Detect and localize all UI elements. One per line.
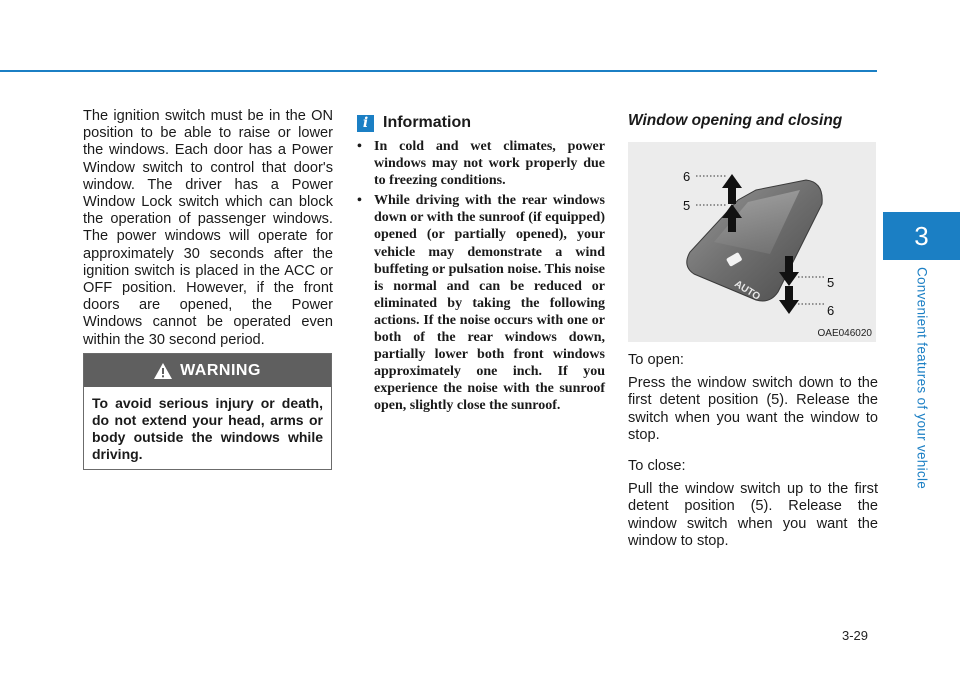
callout-5-up: 5 [683, 198, 691, 213]
page-number: 3-29 [842, 628, 869, 643]
information-icon: i [357, 115, 374, 132]
information-header [357, 114, 605, 132]
information-list [357, 138, 605, 415]
switch-auto-label: AUTO [732, 278, 762, 303]
column-middle [357, 114, 605, 418]
close-heading: To close: [628, 458, 686, 475]
warning-triangle-icon [154, 363, 172, 379]
information-item: • In cold and wet climates, power windows may not work properly due to freezing conditions. [357, 138, 605, 189]
warning-label: WARNING [180, 361, 261, 379]
open-heading: To open: [628, 352, 684, 368]
chapter-number: 3 [914, 220, 929, 251]
window-switch-figure [628, 142, 876, 342]
callout-6-down: 6 [827, 303, 835, 318]
section-title: Window opening and closing [628, 112, 843, 129]
information-item: • While driving with the rear windows down or with the sunroof (if equipped) opened (or partially opened), your vehicle may demonstrate a wind buffeting or pulsation noise. This noise is normal and can be reduced or eliminated by taking the following actions. If the noise occurs with one or both of the rear windows down, partially lower both front windows approximately one inch. If you experience the noise with the sunroof open, slightly close the sunroof. [357, 192, 605, 414]
warning-box [83, 353, 332, 470]
figure-code: OAE046020 [817, 328, 872, 339]
close-text: Pull the window switch up to the first detent position (5). Release the window switch when you want the window to stop. [628, 481, 878, 549]
column-left [83, 108, 333, 349]
warning-text: To avoid serious injury or death, do not extend your head, arms or body outside the windows while driving. [92, 395, 323, 462]
callout-6-up: 6 [683, 169, 691, 184]
chapter-side-title: Convenient features of your vehicle [914, 266, 930, 490]
window-switch-illustration [628, 142, 876, 342]
chapter-number-tab [883, 212, 960, 260]
warning-header [84, 354, 331, 387]
header-rule [0, 70, 877, 72]
column-right [628, 108, 878, 550]
callout-5-down: 5 [827, 275, 835, 290]
open-text: Press the window switch down to the first detent position (5). Release the switch when you want the window to stop. [628, 375, 878, 443]
intro-paragraph: The ignition switch must be in the ON position to be able to raise or lower the windows. Each door has a Power Window switch to control that door's window. The driver has a Power Window Lock switch which can block the operation of passenger windows. The power windows will operate for approximately 30 seconds after the ignition switch is placed in the ACC or OFF position. However, if the front doors are opened, the Power Windows cannot be operated even within the 30 second period. [83, 108, 333, 348]
information-title: Information [383, 114, 471, 131]
down-arrow-icon [779, 286, 799, 314]
